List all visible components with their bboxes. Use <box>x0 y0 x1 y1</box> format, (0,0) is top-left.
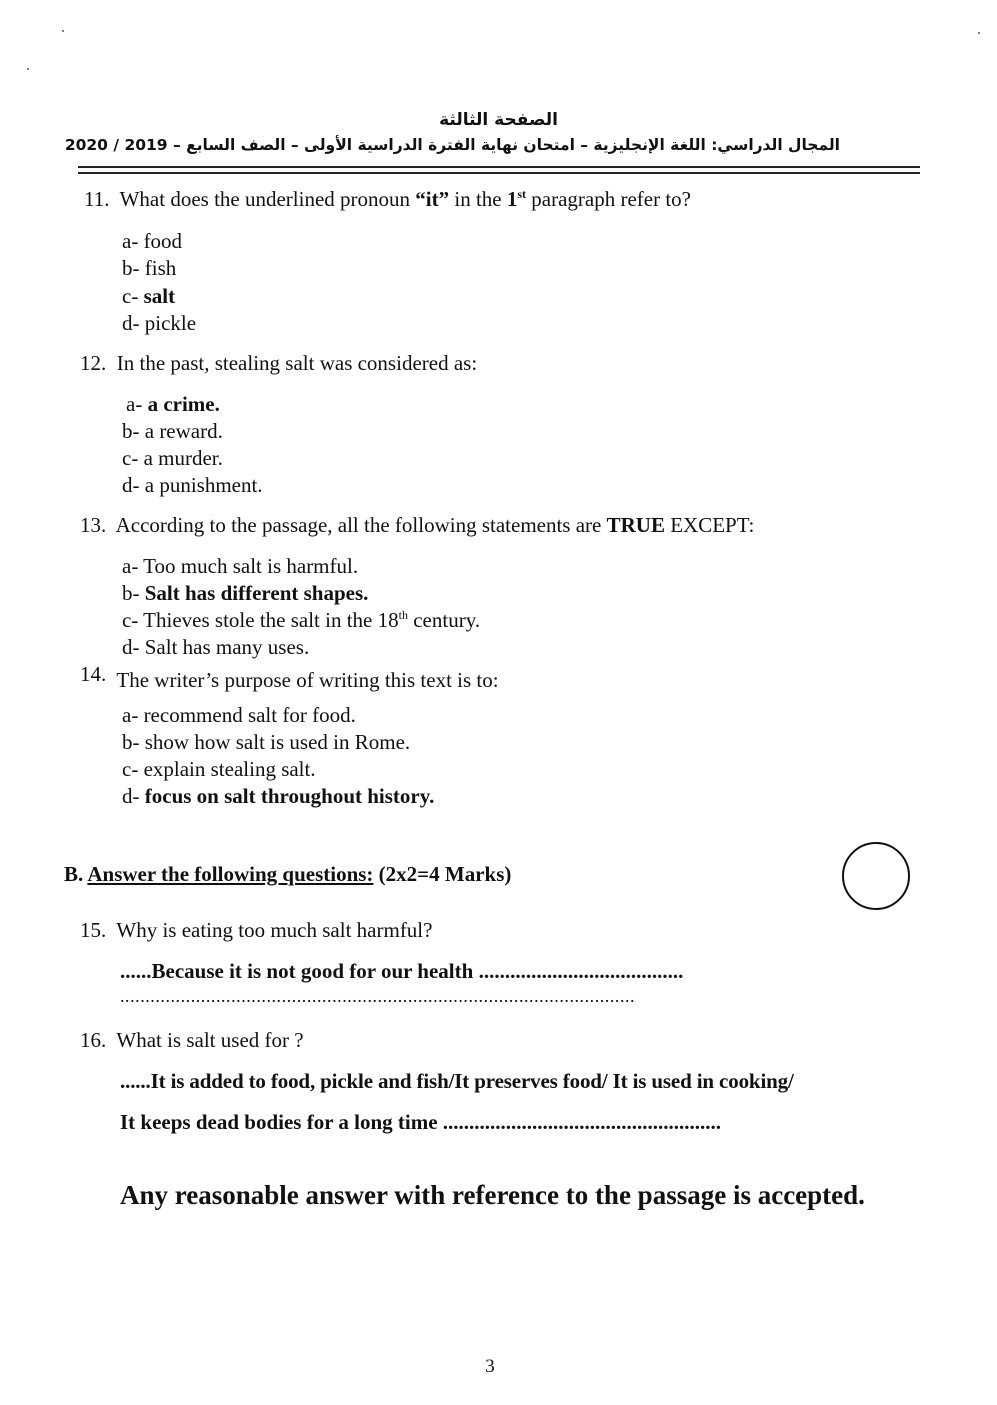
correct-answer: a crime. <box>147 392 220 416</box>
option-c: c- a murder. <box>122 446 223 470</box>
option-b: b- a reward. <box>122 419 223 443</box>
exam-subtitle-arabic: المجال الدراسي: اللغة الإنجليزية – امتحان نهاية الفترة الدراسية الأولى – الصف السابع – 2019 / 2020 <box>64 136 840 154</box>
section-b-heading: B. Answer the following questions: (2x2=4 Marks) <box>64 862 512 886</box>
correct-answer: focus on salt throughout history. <box>144 784 435 808</box>
correct-answer: salt <box>143 284 176 308</box>
correct-answer: Salt has different shapes. <box>144 581 369 605</box>
option-a: a- a crime. <box>126 392 220 416</box>
option-a: a- Too much salt is harmful. <box>122 554 359 578</box>
question-number: 13. <box>80 513 107 537</box>
option-b: b- fish <box>122 256 177 280</box>
option-b: b- show how salt is used in Rome. <box>122 730 411 754</box>
question-number: 14. <box>80 662 107 686</box>
question-11: 11. What does the underlined pronoun “it” in the 1st paragraph refer to? <box>84 187 692 211</box>
header-rule-top <box>78 166 920 168</box>
section-b-title: Answer the following questions: <box>87 862 374 886</box>
scan-speck <box>62 30 64 32</box>
option-d: d- focus on salt throughout history. <box>122 784 435 808</box>
question-number: 16. <box>80 1028 107 1052</box>
answer-16-line-2: It keeps dead bodies for a long time ..................................................... <box>120 1110 722 1134</box>
page-number: 3 <box>485 1356 495 1377</box>
question-15: 15. Why is eating too much salt harmful? <box>80 918 433 942</box>
option-a: a- recommend salt for food. <box>122 703 356 727</box>
option-d: d- a punishment. <box>122 473 263 497</box>
marking-note: Any reasonable answer with reference to the passage is accepted. <box>120 1180 865 1210</box>
option-d: d- pickle <box>122 311 197 335</box>
answer-15-line-2: ...................................................................................................... <box>120 986 636 1006</box>
option-b: b- Salt has different shapes. <box>122 581 369 605</box>
option-c: c- Thieves stole the salt in the 18th century. <box>122 608 481 632</box>
score-circle <box>842 842 910 910</box>
question-16: 16. What is salt used for ? <box>80 1028 304 1052</box>
page-label-arabic: الصفحة الثالثة <box>439 110 558 130</box>
question-number: 15. <box>80 918 107 942</box>
option-d: d- Salt has many uses. <box>122 635 310 659</box>
scan-speck <box>27 68 29 70</box>
section-b-marks: (2x2=4 Marks) <box>373 862 512 886</box>
answer-16-line-1: ......It is added to food, pickle and fish/It preserves food/ It is used in cooking/ <box>120 1069 794 1093</box>
question-12: 12. In the past, stealing salt was considered as: <box>80 351 478 375</box>
option-a: a- food <box>122 229 183 253</box>
scan-speck <box>978 32 980 34</box>
header-rule-bottom <box>78 172 920 174</box>
answer-15-line-1: ......Because it is not good for our health ....................................... <box>120 959 684 983</box>
option-c: c- salt <box>122 284 176 308</box>
question-number: 12. <box>80 351 107 375</box>
question-number: 11. <box>84 187 110 211</box>
question-14: 14. The writer’s purpose of writing this text is to: <box>80 662 499 692</box>
question-13: 13. According to the passage, all the following statements are TRUE EXCEPT: <box>80 513 755 537</box>
option-c: c- explain stealing salt. <box>122 757 316 781</box>
